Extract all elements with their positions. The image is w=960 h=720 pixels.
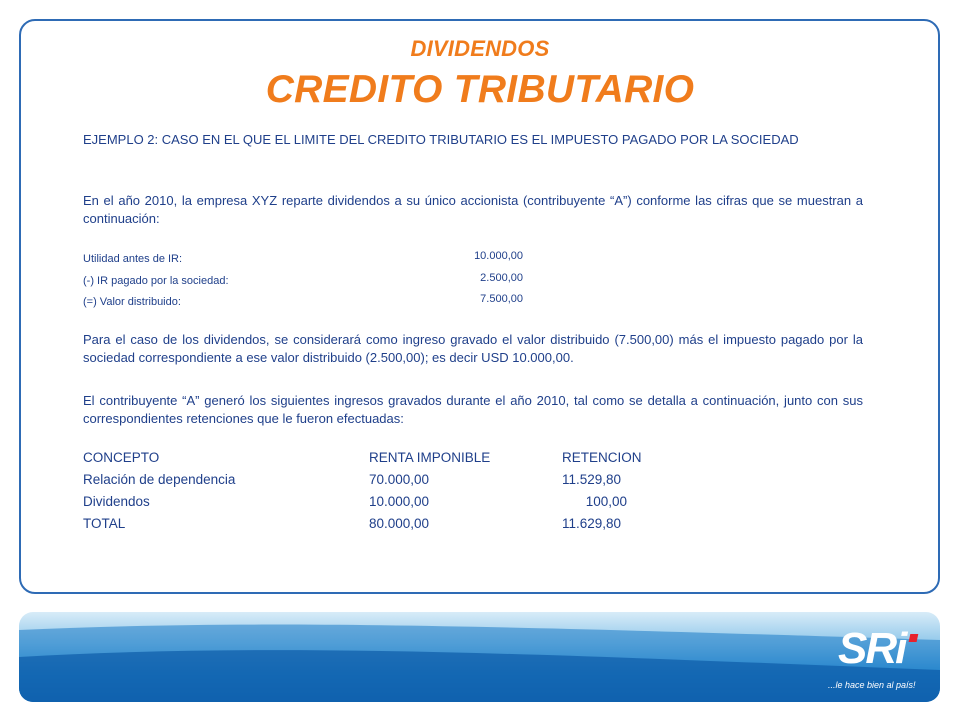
income-paragraph: El contribuyente “A” generó los siguientes ingresos gravados durante el año 2010, tal como se detalla a continuación, junto con sus correspondientes retenciones que le fueron efectuadas: <box>83 393 863 426</box>
header-renta: RENTA IMPONIBLE <box>369 450 491 465</box>
table-row <box>83 494 783 516</box>
calc-label: (=) Valor distribuido: <box>83 296 181 308</box>
slide-title: CREDITO TRIBUTARIO <box>265 68 695 111</box>
table-header <box>83 450 783 472</box>
slide-subtitle: DIVIDENDOS <box>410 36 550 61</box>
table-row <box>83 472 783 494</box>
sri-logo-text: SRi <box>838 624 906 673</box>
footer-banner <box>19 612 940 702</box>
cell-concepto: TOTAL <box>83 516 126 531</box>
cell-renta: 80.000,00 <box>369 516 430 531</box>
sri-slogan: ...le hace bien al país! <box>828 680 916 690</box>
calc-value: 7.500,00 <box>480 293 523 305</box>
banner-swoosh <box>19 612 940 702</box>
cell-concepto: Relación de dependencia <box>83 472 236 487</box>
calc-label: (-) IR pagado por la sociedad: <box>83 275 229 287</box>
cell-retencion: 100,00 <box>585 494 627 509</box>
table-row <box>83 516 783 538</box>
cell-concepto: Dividendos <box>83 494 150 509</box>
calc-label: Utilidad antes de IR: <box>83 253 183 265</box>
cell-renta: 10.000,00 <box>369 494 430 509</box>
calc-value: 10.000,00 <box>474 250 523 262</box>
header-retencion: RETENCION <box>562 450 642 465</box>
calc-value: 2.500,00 <box>480 272 523 284</box>
example-heading: EJEMPLO 2: CASO EN EL QUE EL LIMITE DEL CREDITO TRIBUTARIO ES EL IMPUESTO PAGADO POR LA SOCIEDAD <box>83 132 799 147</box>
cell-renta: 70.000,00 <box>369 472 430 487</box>
intro-paragraph: En el año 2010, la empresa XYZ reparte dividendos a su único accionista (contribuyente “A”) conforme las cifras que se muestran a continuación: <box>83 193 863 226</box>
cell-retencion: 11.629,80 <box>562 516 622 531</box>
dividend-paragraph: Para el caso de los dividendos, se considerará como ingreso gravado el valor distribuido (7.500,00) más el impuesto pagado por la sociedad correspondiente a ese valor distribuido (2.500,00); es decir USD 10.000,00. <box>83 332 863 365</box>
cell-retencion: 11.529,80 <box>562 472 622 487</box>
header-concepto: CONCEPTO <box>83 450 160 465</box>
